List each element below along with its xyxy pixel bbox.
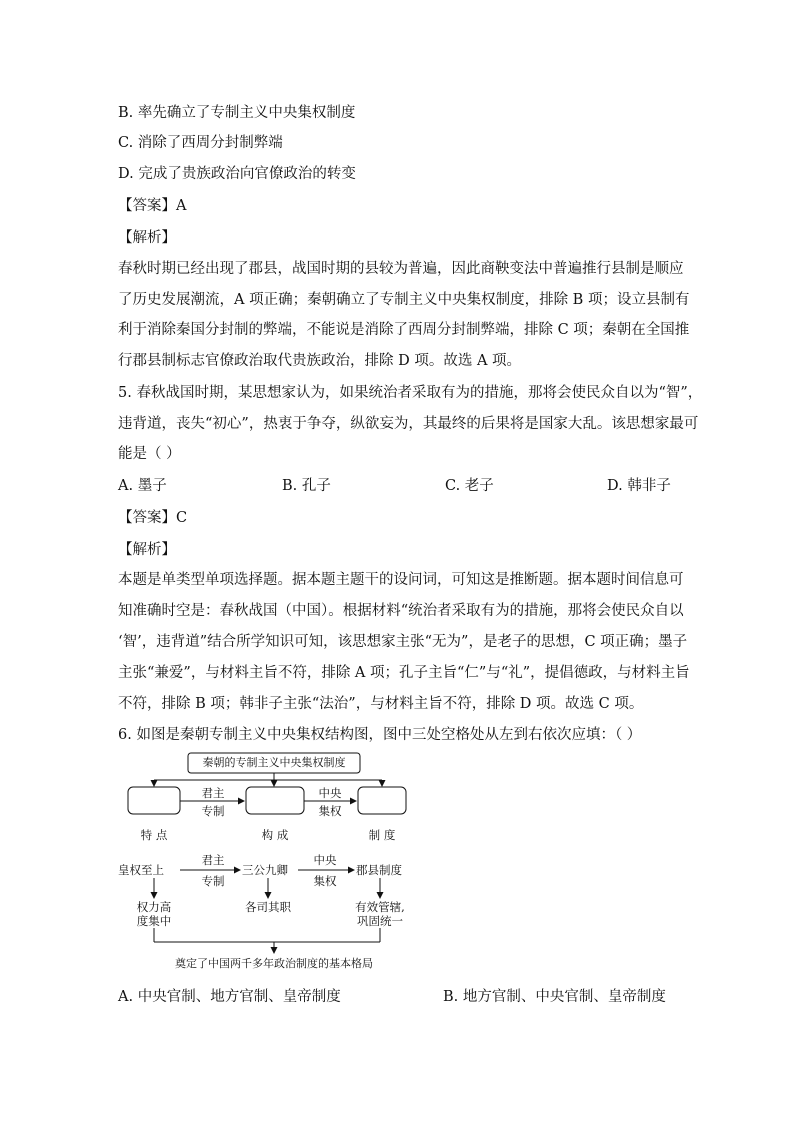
box-label-right: 制 度	[368, 828, 396, 842]
q4-option-c: C. 消除了西周分封制弊端	[118, 135, 283, 151]
q5-analysis-line: 主张“兼爱”，与材料主旨不符，排除 A 项；孔子主旨“仁”与“礼”，提倡德政，与材料主旨	[118, 665, 690, 681]
q4-analysis-line: 行郡县制标志官僚政治取代贵族政治，排除 D 项。故选 A 项。	[118, 353, 522, 369]
arrow-label-top: 中央	[313, 853, 337, 867]
row3-middle: 各司其职	[245, 900, 291, 914]
q5-answer: 【答案】C	[118, 510, 188, 526]
q4-option-d: D. 完成了贵族政治向官僚政治的转变	[118, 166, 356, 182]
row3-left-line1: 权力高	[136, 900, 172, 914]
q6-option-b: B. 地方官制、中央官制、皇帝制度	[443, 989, 666, 1005]
q5-stem-line: 5. 春秋战国时期，某思想家认为，如果统治者采取有为的措施，那将会使民众自以为“智”，	[118, 385, 703, 401]
arrow-label-bottom: 专制	[201, 804, 225, 818]
row3-right-line1: 有效管辖,	[355, 900, 405, 914]
row2-left: 皇权至上	[118, 863, 164, 877]
q6-stem: 6. 如图是秦朝专制主义中央集权结构图，图中三处空格处从左到右依次应填：（ ）	[118, 727, 642, 743]
q4-analysis-line: 利于消除秦国分封制的弊端，不能说是消除了西周分封制弊端，排除 C 项；秦朝在全国推	[118, 322, 690, 338]
q5-stem-line: 能是（ ）	[118, 446, 181, 462]
arrow-label-bottom: 集权	[313, 874, 337, 888]
row2-middle: 三公九卿	[242, 863, 288, 877]
arrow-label-bottom: 集权	[318, 804, 342, 818]
q4-option-b: B. 率先确立了专制主义中央集权制度	[118, 105, 356, 121]
q5-option-a: A. 墨子	[118, 478, 167, 494]
q6-option-a: A. 中央官制、地方官制、皇帝制度	[118, 989, 341, 1005]
arrow-label-top: 君主	[201, 786, 225, 800]
row3-right-line2: 巩固统一	[357, 914, 403, 928]
q4-analysis-heading: 【解析】	[118, 230, 176, 246]
blank-box-left	[128, 787, 180, 814]
arrow-label-top: 中央	[318, 786, 342, 800]
box-label-middle: 构 成	[261, 828, 289, 842]
q5-analysis-line: 本题是单类型单项选择题。据本题主题干的设问词，可知这是推断题。据本题时间信息可	[118, 572, 684, 588]
structure-diagram	[118, 750, 418, 975]
diagram-title: 秦朝的专制主义中央集权制度	[202, 756, 346, 769]
q5-analysis-heading: 【解析】	[118, 542, 176, 558]
row3-left-line2: 度集中	[136, 914, 172, 928]
q5-stem-line: 违背道，丧失“初心”，热衷于争夺，纵欲妄为，其最终的后果将是国家大乱。该思想家最可	[118, 416, 699, 432]
box-label-left: 特 点	[140, 828, 168, 842]
q4-analysis-line: 春秋时期已经出现了郡县，战国时期的县较为普遍，因此商鞅变法中普遍推行县制是顺应	[118, 261, 684, 277]
blank-box-right	[358, 787, 406, 814]
q5-analysis-line: ‘智’，违背道”结合所学知识可知，该思想家主张“无为”，是老子的思想，C 项正确；墨子	[118, 634, 688, 650]
q5-option-d: D. 韩非子	[607, 478, 671, 494]
q4-analysis-line: 了历史发展潮流，A 项正确；秦朝确立了专制主义中央集权制度，排除 B 项；设立县制有	[118, 292, 690, 308]
q5-analysis-line: 知准确时空是：春秋战国（中国）。根据材料“统治者采取有为的措施，那将会使民众自以	[118, 603, 684, 619]
q5-analysis-line: 不符，排除 B 项；韩非子主张“法治”，与材料主旨不符，排除 D 项。故选 C 项。	[118, 696, 644, 712]
blank-box-middle	[246, 787, 304, 814]
q5-option-c: C. 老子	[445, 478, 494, 494]
row2-right: 郡县制度	[356, 863, 402, 877]
arrow-label-bottom: 专制	[201, 874, 225, 888]
diagram-conclusion: 奠定了中国两千多年政治制度的基本格局	[175, 957, 373, 970]
q5-option-b: B. 孔子	[282, 478, 331, 494]
q4-answer: 【答案】A	[118, 198, 187, 214]
arrow-label-top: 君主	[201, 853, 225, 867]
